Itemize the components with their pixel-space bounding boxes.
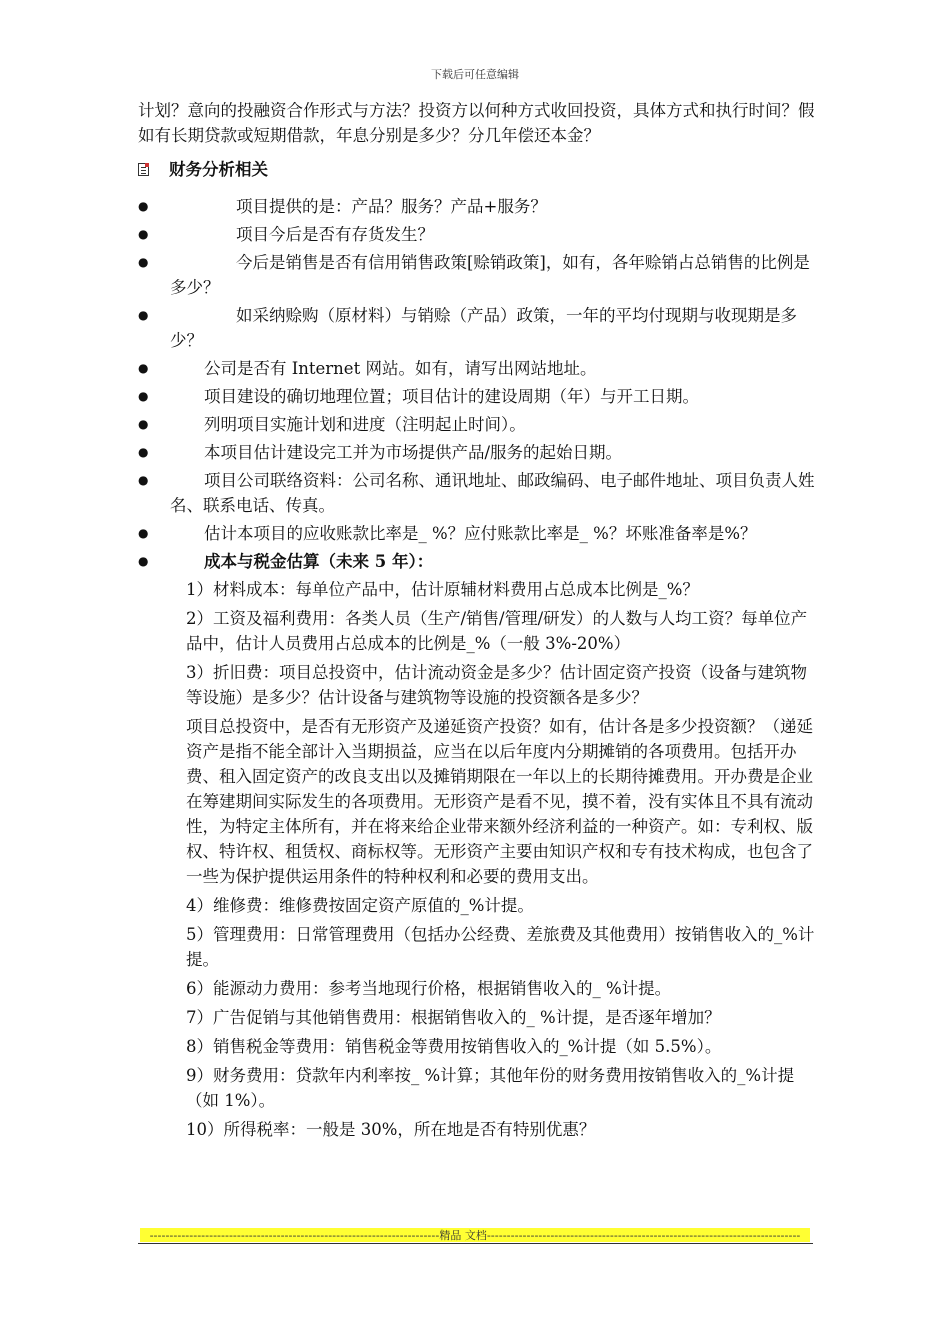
document-icon bbox=[138, 163, 149, 176]
page-header: 下载后可任意编辑 bbox=[431, 68, 519, 81]
list-item: ● 如采纳赊购（原材料）与销赊（产品）政策，一年的平均付现期与收现期是多少？ bbox=[138, 306, 797, 350]
list-item: ● 公司是否有 Internet 网站。如有，请写出网站地址。 bbox=[138, 359, 597, 378]
bullet-list bbox=[138, 194, 818, 574]
cost-item: 3）折旧费：项目总投资中，估计流动资金是多少？估计固定资产投资（设备与建筑物等设施）是多少？估计设备与建筑物等设施的投资额各是多少？ bbox=[186, 663, 807, 707]
document-body bbox=[138, 98, 818, 1146]
cost-item: 7）广告促销与其他销售费用：根据销售收入的_ %计提，是否逐年增加？ bbox=[186, 1008, 721, 1027]
cost-item: 8）销售税金等费用：销售税金等费用按销售收入的_%计提（如 5.5%）。 bbox=[186, 1037, 722, 1056]
section-heading bbox=[138, 157, 818, 182]
cost-item: 2）工资及福利费用：各类人员（生产/销售/管理/研发）的人数与人均工资？每单位产品中，估计人员费用占总成本的比例是_%（一般 3%-20%） bbox=[186, 609, 808, 653]
page-footer: -------------------------------------------------------------------------精品 文档------------------------------------------------------------------------------- bbox=[149, 1229, 801, 1242]
cost-item: 9）财务费用：贷款年内利率按_ %计算；其他年份的财务费用按销售收入的_%计提（如 1%）。 bbox=[186, 1066, 795, 1110]
list-item: ● 列明项目实施计划和进度（注明起止时间）。 bbox=[138, 415, 526, 434]
list-item: ● 项目建设的确切地理位置；项目估计的建设周期（年）与开工日期。 bbox=[138, 387, 699, 406]
cost-item: 1）材料成本：每单位产品中，估计原辅材料费用占总成本比例是_%？ bbox=[186, 580, 699, 599]
cost-item: 4）维修费：维修费按固定资产原值的_%计提。 bbox=[186, 896, 534, 915]
cost-item: 6）能源动力费用：参考当地现行价格，根据销售收入的_ %计提。 bbox=[186, 979, 672, 998]
footer-divider bbox=[138, 1243, 813, 1244]
list-item: ● 项目今后是否有存货发生？ bbox=[138, 225, 434, 244]
list-item: ● 今后是销售是否有信用销售政策[赊销政策]，如有，各年赊销占总销售的比例是多少？ bbox=[138, 253, 810, 297]
list-item: ● 项目提供的是：产品？服务？产品+服务？ bbox=[138, 197, 547, 216]
cost-item: 5）管理费用：日常管理费用（包括办公经费、差旅费及其他费用）按销售收入的_%计提。 bbox=[186, 925, 815, 969]
list-item: ● 项目公司联络资料：公司名称、通讯地址、邮政编码、电子邮件地址、项目负责人姓名、联系电话、传真。 bbox=[138, 471, 815, 515]
intro-paragraph: 计划？意向的投融资合作形式与方法？投资方以何种方式收回投资，具体方式和执行时间？假如有长期贷款或短期借款，年息分别是多少？分几年偿还本金？ bbox=[138, 101, 815, 145]
section-title: 财务分析相关 bbox=[169, 160, 268, 179]
list-item: ● 估计本项目的应收账款比率是_ %？应付账款比率是_ %？坏账准备率是%？ bbox=[138, 524, 757, 543]
list-item-heading: ● 成本与税金估算（未来 5 年）： bbox=[138, 552, 434, 571]
list-item: ● 本项目估计建设完工并为市场提供产品/服务的起始日期。 bbox=[138, 443, 623, 462]
cost-item: 项目总投资中，是否有无形资产及递延资产投资？如有，估计各是多少投资额？（递延资产是指不能全部计入当期损益，应当在以后年度内分期摊销的各项费用。包括开办费、租入固定资产的改良支出以及摊销期限在一年以上的长期待摊费用。开办费是企业在筹建期间实际发生的各项费用。无形资产是看不见，摸不着，没有实体且不具有流动性，为特定主体所有，并在将来给企业带来额外经济利益的一种资产。如：专利权、版权、特许权、租赁权、商标权等。无形资产主要由知识产权和专有技术构成，也包含了一些为保护提供运用条件的特种权利和必要的费用支出。 bbox=[186, 717, 813, 886]
cost-items bbox=[138, 577, 818, 1142]
cost-item: 10）所得税率：一般是 30%，所在地是否有特别优惠？ bbox=[186, 1120, 596, 1139]
